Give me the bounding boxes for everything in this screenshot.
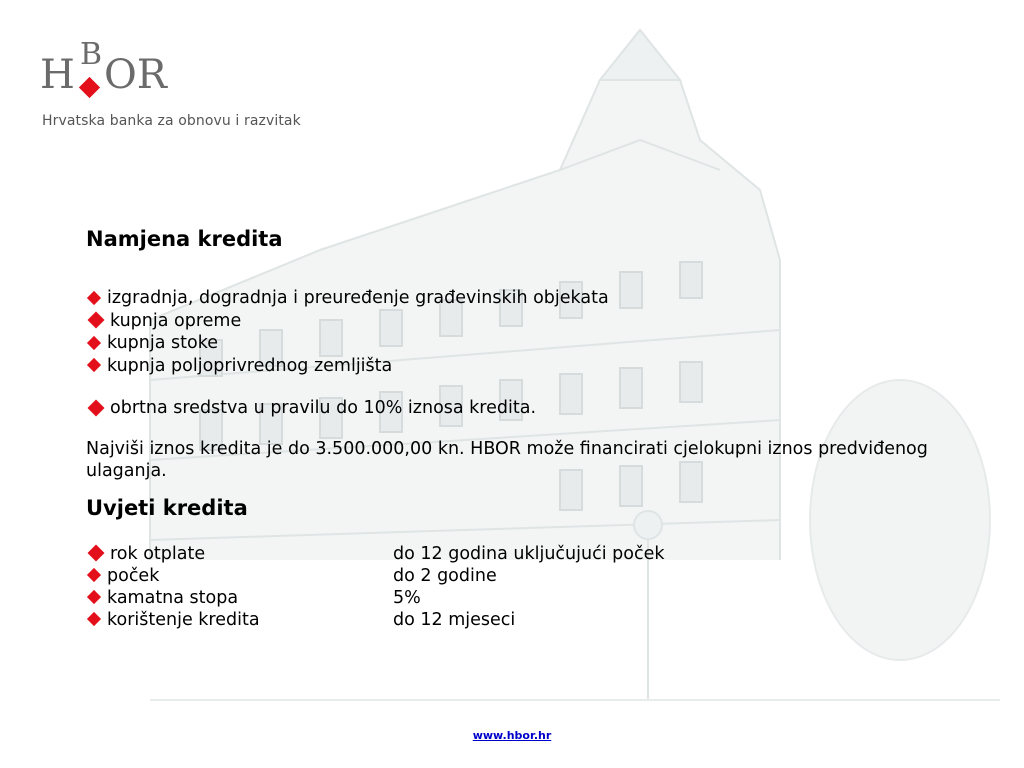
conditions-list xyxy=(86,543,946,631)
condition-value: do 2 godine xyxy=(393,565,497,586)
diamond-bullet-icon xyxy=(87,568,101,582)
condition-row xyxy=(86,565,946,587)
condition-value: 5% xyxy=(393,587,421,608)
hbor-logo-mark xyxy=(40,40,190,105)
condition-label: rok otplate xyxy=(110,543,206,564)
condition-label: kamatna stopa xyxy=(107,587,239,608)
condition-value: do 12 godina uključujući poček xyxy=(393,543,665,564)
slide-content xyxy=(86,224,946,631)
diamond-bullet-icon xyxy=(87,290,101,304)
svg-text:H: H xyxy=(40,52,75,98)
condition-row xyxy=(86,587,946,609)
condition-row xyxy=(86,543,946,565)
diamond-bullet-icon xyxy=(87,612,101,626)
logo-tagline: Hrvatska banka za obnovu i razvitak xyxy=(42,113,301,129)
footer-link-container xyxy=(0,729,1024,742)
diamond-bullet-icon xyxy=(87,335,101,349)
list-item: kupnja stoke xyxy=(86,332,946,355)
max-amount-paragraph: Najviši iznos kredita je do 3.500.000,00 kn. HBOR može financirati cjelokupni iznos predviđenog ulaganja. xyxy=(86,438,928,481)
list-item: obrtna sredstva u pravilu do 10% iznosa kredita. xyxy=(86,397,946,420)
svg-text:B: B xyxy=(80,40,103,72)
diamond-bullet-icon xyxy=(88,545,105,562)
website-link[interactable]: www.hbor.hr xyxy=(472,729,552,742)
diamond-bullet-icon xyxy=(87,590,101,604)
section-heading-conditions: Uvjeti kredita xyxy=(86,495,248,520)
condition-label: korištenje kredita xyxy=(107,609,260,630)
svg-text:OR: OR xyxy=(104,52,167,98)
diamond-bullet-icon xyxy=(88,399,105,416)
diamond-bullet-icon xyxy=(87,358,101,372)
section-heading-purpose: Namjena kredita xyxy=(86,227,283,251)
condition-value: do 12 mjeseci xyxy=(393,609,516,630)
diamond-bullet-icon xyxy=(88,312,105,329)
list-item: kupnja opreme xyxy=(86,310,946,333)
condition-label: poček xyxy=(107,565,160,586)
list-item: kupnja poljoprivrednog zemljišta xyxy=(86,355,946,378)
hbor-logo xyxy=(40,40,340,140)
list-item: izgradnja, dogradnja i preuređenje građevinskih objekata xyxy=(86,287,946,310)
purpose-list-secondary xyxy=(86,397,946,420)
condition-row xyxy=(86,609,946,631)
purpose-list xyxy=(86,287,946,377)
